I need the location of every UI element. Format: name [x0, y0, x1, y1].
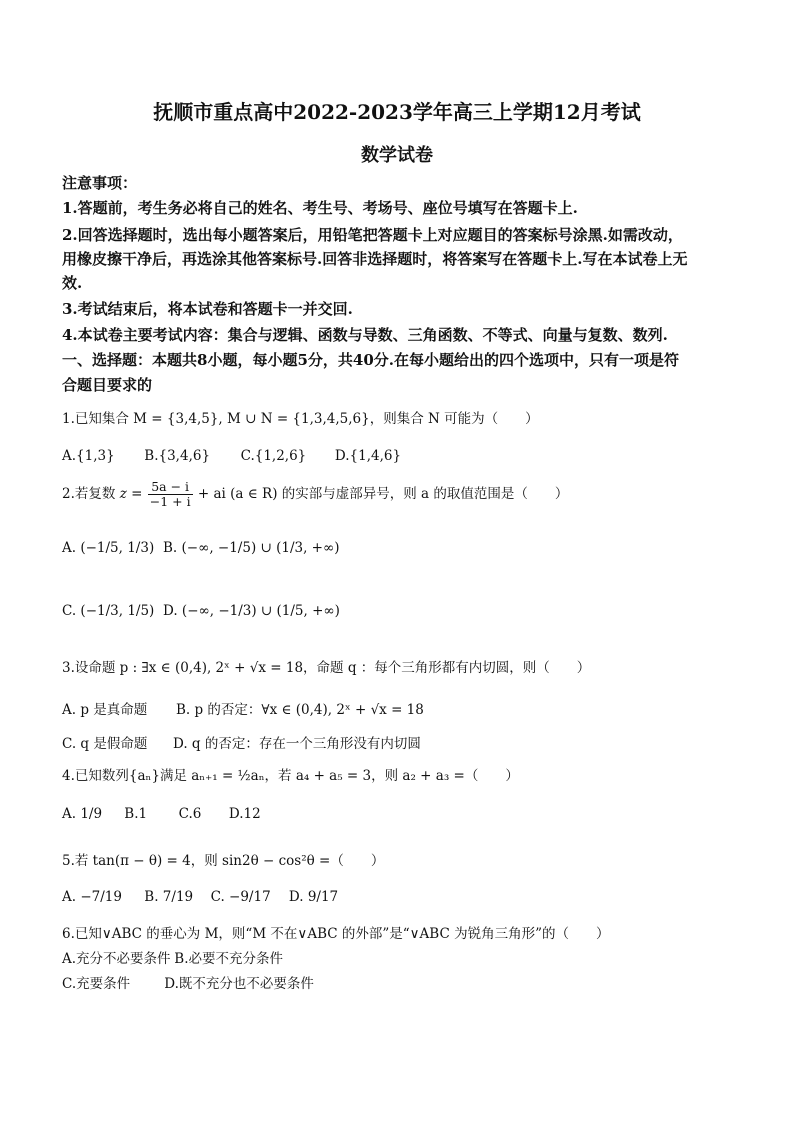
- note-2-line-2: 用橡皮擦干净后，再选涂其他答案标号.回答非选择题时，将答案写在答题卡上.写在本试卷上无: [62, 250, 688, 268]
- q6-option-d: D.既不充分也不必要条件: [164, 976, 314, 992]
- question-6-options-row-2: [62, 972, 314, 992]
- question-4-stem: 4.已知数列{aₙ}满足 aₙ₊₁ = ½aₙ，若 a₄ + a₅ = 3，则 a₂ + a₃ =（ ）: [62, 768, 519, 784]
- q2-prefix: 2.若复数: [62, 486, 116, 502]
- q4-option-a: A. 1/9: [62, 806, 103, 822]
- q2-numerator: 5a − i: [148, 480, 193, 495]
- q6-option-c: C.充要条件: [62, 976, 131, 992]
- q3-option-b: B. p 的否定：∀x ∈ (0,4), 2ˣ + √x = 18: [176, 702, 424, 718]
- q6-option-b: B.必要不充分条件: [174, 951, 284, 967]
- q4-option-d: D.12: [228, 806, 261, 822]
- q3-option-a: A. p 是真命题: [62, 702, 148, 718]
- question-1-stem: 1.已知集合 M = {3,4,5}, M ∪ N = {1,3,4,5,6}，则集合 N 可能为（ ）: [62, 411, 539, 427]
- q2-suffix: + ai (a ∈ R) 的实部与虚部异号，则 a 的取值范围是（ ）: [197, 486, 569, 502]
- q1-option-b: B.{3,4,6}: [144, 448, 211, 464]
- q5-option-b: B. 7/19: [144, 889, 194, 905]
- question-2-stem: 2.若复数 z = $\frac{5a - i}{-1 + i}$ + ai (a ∈ R) 的实部与虚部异号，则 a 的取值范围是（ ）: [62, 479, 569, 509]
- note-2-line-1: 2.回答选择题时，选出每小题答案后，用铅笔把答题卡上对应题目的答案标号涂黑.如需改动，: [62, 226, 683, 244]
- q5-option-a: A. −7/19: [62, 889, 122, 905]
- section-heading-line-2: 合题目要求的: [62, 376, 153, 394]
- q5-option-d: D. 9/17: [288, 889, 339, 905]
- question-5-stem: 5.若 tan(π − θ) = 4，则 sin2θ − cos²θ =（ ）: [62, 853, 385, 869]
- section-heading-line-1: 一、选择题：本题共8小题，每小题5分，共40分.在每小题给出的四个选项中，只有一项是符: [62, 351, 679, 369]
- q2-option-a: A. (−1/5, 1/3): [62, 540, 155, 556]
- question-6-options-row-1: [62, 947, 283, 967]
- q2-denominator: −1 + i: [149, 494, 191, 509]
- note-1: 1.答题前，考生务必将自己的姓名、考生号、考场号、座位号填写在答题卡上.: [62, 199, 578, 217]
- q4-option-c: C.6: [178, 806, 202, 822]
- question-6-stem: 6.已知∨ABC 的垂心为 M，则“M 不在∨ABC 的外部”是“∨ABC 为锐角三角形”的（ ）: [62, 926, 610, 942]
- note-2-line-3: 效.: [62, 274, 83, 292]
- exam-title: 抚顺市重点高中2022-2023学年高三上学期12月考试: [153, 100, 641, 124]
- exam-subtitle: 数学试卷: [361, 145, 433, 166]
- q1-option-a: A.{1,3}: [62, 448, 115, 464]
- q4-option-b: B.1: [124, 806, 148, 822]
- q2-option-b: B. (−∞, −1/5) ∪ (1/3, +∞): [163, 540, 340, 556]
- question-5-options: [62, 889, 338, 905]
- note-4: 4.本试卷主要考试内容：集合与逻辑、函数与导数、三角函数、不等式、向量与复数、数列.: [62, 326, 668, 344]
- q3-option-c: C. q 是假命题: [62, 736, 148, 752]
- q2-fraction: [148, 480, 193, 509]
- q1-option-c: C.{1,2,6}: [240, 448, 307, 464]
- notes-heading: 注意事项：: [62, 174, 138, 192]
- question-3-stem: 3.设命题 p : ∃x ∈ (0,4), 2ˣ + √x = 18，命题 q ：每个三角形都有内切圆，则（ ）: [62, 660, 591, 676]
- q3-option-d: D. q 的否定：存在一个三角形没有内切圆: [173, 736, 421, 752]
- q2-option-c: C. (−1/3, 1/5): [62, 603, 155, 619]
- q5-option-c: C. −9/17: [210, 889, 271, 905]
- question-1-options: [62, 448, 401, 464]
- note-3: 3.考试结束后，将本试卷和答题卡一并交回.: [62, 300, 353, 318]
- q2-option-d: D. (−∞, −1/3) ∪ (1/5, +∞): [163, 603, 340, 619]
- q6-option-a: A.充分不必要条件: [62, 951, 171, 967]
- question-4-options: [62, 806, 261, 822]
- q1-option-d: D.{1,4,6}: [334, 448, 402, 464]
